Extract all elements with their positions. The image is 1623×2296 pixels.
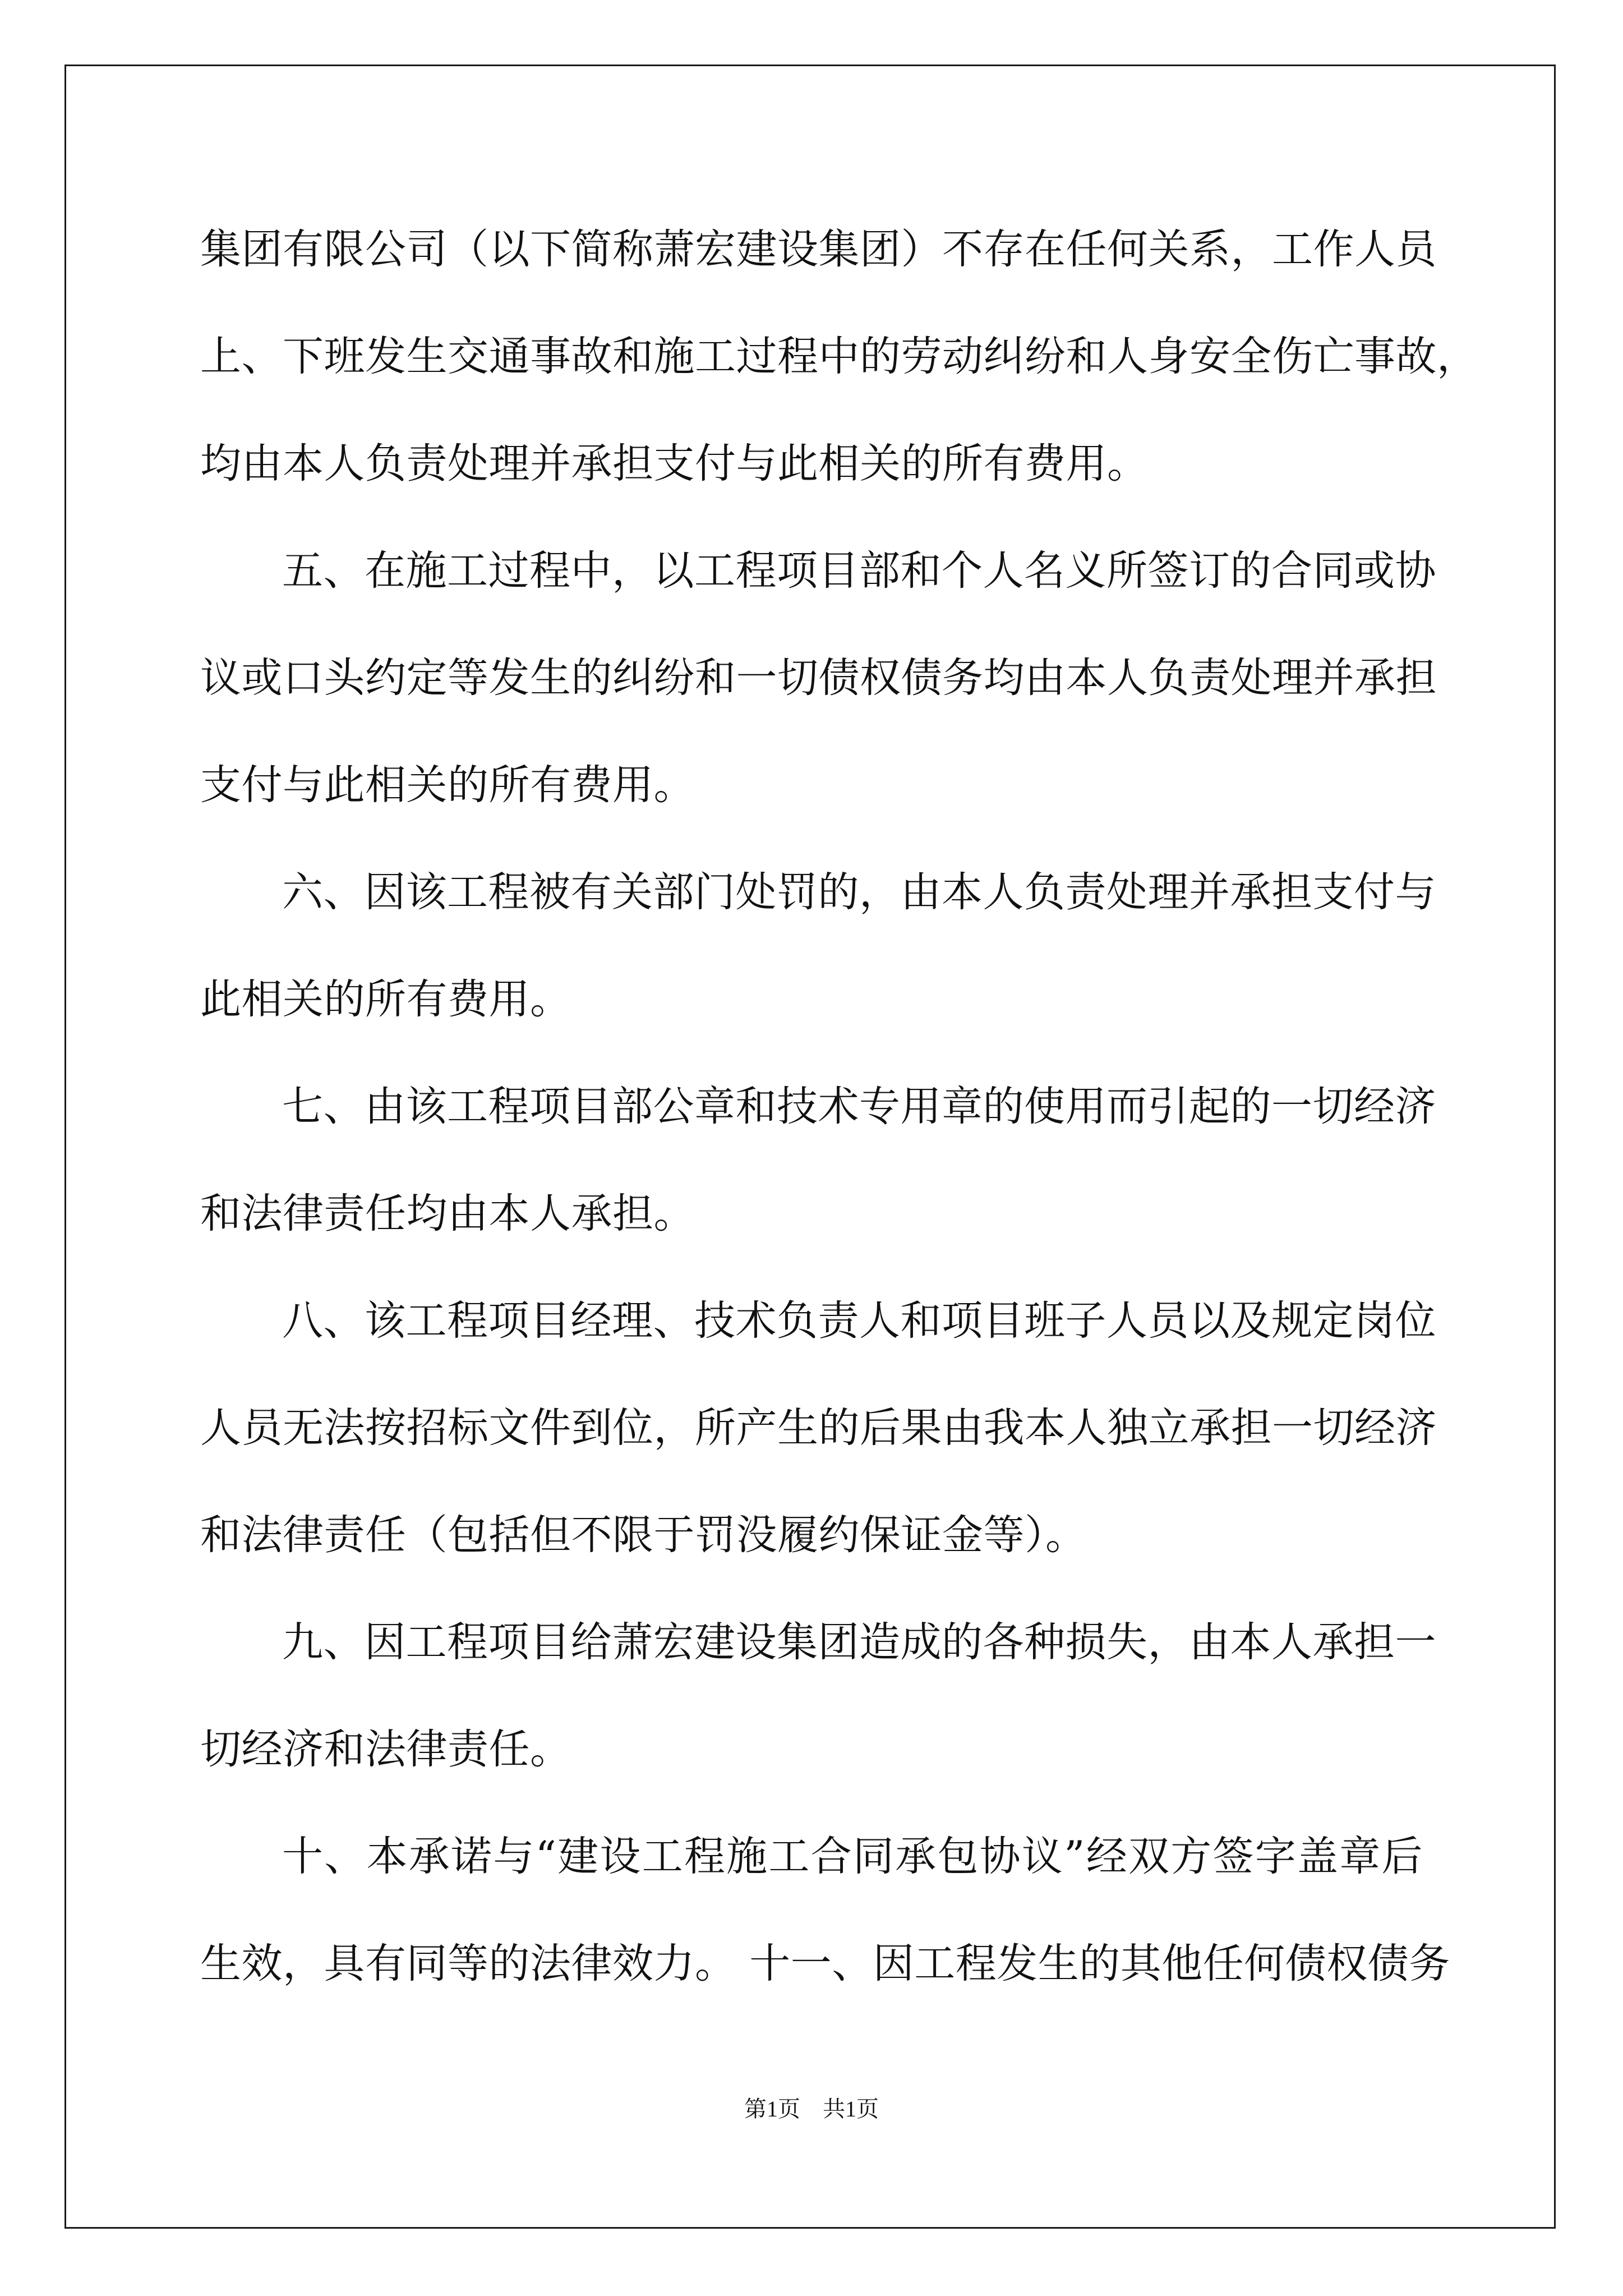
text-line: 人员无法按招标文件到位，所产生的后果由我本人独立承担一切经济 [200, 1404, 1437, 1452]
paragraph-start-line: 十、本承诺与“建设工程施工合同承包协议”经双方签字盖章后 [282, 1833, 1423, 1880]
document-body [200, 216, 1478, 2037]
text-line: 切经济和法律责任。 [200, 1726, 571, 1773]
paragraph-start-line: 五、在施工过程中，以工程项目部和个人名义所签订的合同或协 [282, 547, 1436, 595]
text-line: 支付与此相关的所有费用。 [200, 761, 695, 809]
text-line: 上、下班发生交通事故和施工过程中的劳动纠纷和人身安全伤亡事故， [200, 333, 1478, 380]
page-number: 第1页 [744, 2096, 800, 2122]
paragraph-start-line: 七、由该工程项目部公章和技术专用章的使用而引起的一切经济 [282, 1083, 1436, 1130]
text-line: 集团有限公司（以下简称萧宏建设集团）不存在任何关系，工作人员 [200, 226, 1437, 273]
page-total: 共1页 [823, 2096, 879, 2122]
text-line: 议或口头约定等发生的纠纷和一切债权债务均由本人负责处理并承担 [200, 654, 1437, 702]
paragraph-start-line: 九、因工程项目给萧宏建设集团造成的各种损失，由本人承担一 [282, 1618, 1436, 1666]
text-line: 生效，具有同等的法律效力。 十一、因工程发生的其他任何债权债务 [200, 1940, 1450, 1987]
text-line: 和法律责任（包括但不限于罚没履约保证金等）。 [200, 1511, 1087, 1559]
paragraph-start-line: 八、该工程项目经理、技术负责人和项目班子人员以及规定岗位 [282, 1297, 1436, 1345]
page-footer [0, 2092, 1623, 2126]
text-line: 和法律责任均由本人承担。 [200, 1190, 695, 1237]
text-line: 此相关的所有费用。 [200, 976, 571, 1023]
text-line: 均由本人负责处理并承担支付与此相关的所有费用。 [200, 440, 1149, 487]
paragraph-start-line: 六、因该工程被有关部门处罚的，由本人负责处理并承担支付与 [282, 868, 1436, 916]
